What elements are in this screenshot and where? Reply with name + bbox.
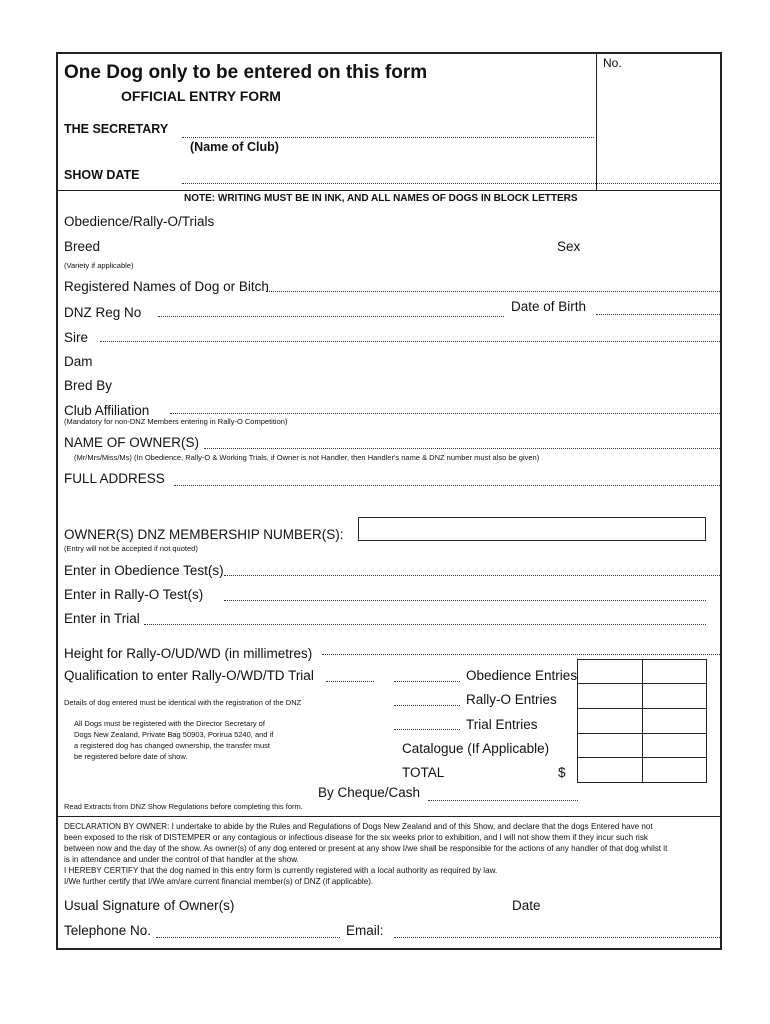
trial-entries-label: Trial Entries <box>466 717 538 732</box>
club-name-field[interactable] <box>182 137 594 138</box>
bred-by-label: Bred By <box>64 378 113 393</box>
show-date-field[interactable] <box>182 183 720 184</box>
registered-names-field[interactable] <box>266 291 720 292</box>
date-of-birth-field[interactable] <box>596 314 720 315</box>
declaration-line-2: been exposed to the risk of DISTEMPER or any contagious or infectious disease for the six weeks prior to exhibition, and I will not show them if they incur such risk <box>64 833 648 842</box>
no-box-divider <box>596 52 597 190</box>
fees-grid-row-3 <box>577 733 707 734</box>
registered-names-label: Registered Names of Dog or Bitch <box>64 279 269 294</box>
rally-entries-label: Rally-O Entries <box>466 692 557 707</box>
full-address-label: FULL ADDRESS <box>64 471 165 486</box>
email-field[interactable] <box>394 937 720 938</box>
rally-tests-field[interactable] <box>224 600 706 601</box>
dnz-reg-no-field[interactable] <box>158 316 504 317</box>
rally-count-field[interactable] <box>394 705 460 706</box>
variety-hint: (Variety if applicable) <box>64 261 134 270</box>
telephone-field[interactable] <box>156 937 340 938</box>
currency-symbol: $ <box>558 765 566 780</box>
catalogue-label: Catalogue (If Applicable) <box>402 741 550 756</box>
height-field[interactable] <box>322 654 720 655</box>
total-label: TOTAL <box>402 765 445 780</box>
usual-signature-label: Usual Signature of Owner(s) <box>64 898 235 913</box>
declaration-line-5: I HEREBY CERTIFY that the dog named in this entry form is currently registered with a local authority as required by law. <box>64 866 498 875</box>
registration-note-1: All Dogs must be registered with the Director Secretary of <box>74 719 265 728</box>
obedience-count-field[interactable] <box>394 681 460 682</box>
telephone-label: Telephone No. <box>64 923 152 938</box>
fees-grid-row-4 <box>577 757 707 758</box>
owner-hint: (Mr/Mrs/Miss/Ms) (In Obedience, Rally-O & Working Trials, if Owner is not Handler, then Handler's name & DNZ number must also be given) <box>74 453 540 462</box>
qualification-field[interactable] <box>326 681 374 682</box>
obedience-rally-trials-label: Obedience/Rally-O/Trials <box>64 214 215 229</box>
obedience-tests-label: Enter in Obedience Test(s) <box>64 563 224 578</box>
form-subtitle: OFFICIAL ENTRY FORM <box>121 88 281 104</box>
declaration-line-1: DECLARATION BY OWNER: I undertake to abide by the Rules and Regulations of Dogs New Zealand and of this Show, and declare that the dogs Entered have not <box>64 822 653 831</box>
trial-field[interactable] <box>144 624 706 625</box>
ink-note: NOTE: WRITING MUST BE IN INK, AND ALL NAMES OF DOGS IN BLOCK LETTERS <box>184 193 578 204</box>
fees-grid-row-2 <box>577 708 707 709</box>
date-of-birth-label: Date of Birth <box>511 299 587 314</box>
sire-field[interactable] <box>100 341 720 342</box>
email-label: Email: <box>346 923 384 938</box>
club-affiliation-label: Club Affiliation <box>64 403 150 418</box>
details-identical-note: Details of dog entered must be identical with the registration of the DNZ <box>64 698 302 707</box>
club-affiliation-hint: (Mandatory for non-DNZ Members entering in Rally-O Competition) <box>64 417 288 426</box>
owner-name-field[interactable] <box>204 448 720 449</box>
declaration-line-3: between now and the day of the show. As owner(s) of any dog entered or present at any show I/we shall be responsible for the actions of any handler of that dog whilst it <box>64 844 668 853</box>
declaration-divider <box>56 816 722 817</box>
declaration-line-6: I/We further certify that I/We am/are current financial member(s) of DNZ (if applicable). <box>64 877 374 886</box>
obedience-entries-label: Obedience Entries <box>466 668 578 683</box>
fees-grid-col <box>642 659 643 783</box>
club-name-hint: (Name of Club) <box>190 140 279 154</box>
membership-number-box[interactable] <box>358 517 706 541</box>
declaration-line-4: is in attendance and under the control of that handler at the show. <box>64 855 299 864</box>
membership-hint: (Entry will not be accepted if not quoted) <box>64 544 198 553</box>
obedience-tests-field[interactable] <box>224 575 720 576</box>
no-label: No. <box>603 56 622 70</box>
fees-grid-row-1 <box>577 683 707 684</box>
address-field[interactable] <box>174 485 720 486</box>
dnz-reg-no-label: DNZ Reg No <box>64 305 142 320</box>
qualification-label: Qualification to enter Rally-O/WD/TD Trial <box>64 668 314 683</box>
read-extracts-note: Read Extracts from DNZ Show Regulations before completing this form. <box>64 802 303 811</box>
header-divider <box>56 190 722 191</box>
secretary-label: THE SECRETARY <box>64 122 169 136</box>
name-of-owner-label: NAME OF OWNER(S) <box>64 435 199 450</box>
breed-label: Breed <box>64 239 101 254</box>
trial-count-field[interactable] <box>394 729 460 730</box>
show-date-label: SHOW DATE <box>64 168 140 182</box>
registration-note-4: be registered before date of show. <box>74 752 188 761</box>
payment-label: By Cheque/Cash <box>318 785 421 800</box>
form-title: One Dog only to be entered on this form <box>64 62 428 83</box>
membership-number-label: OWNER(S) DNZ MEMBERSHIP NUMBER(S): <box>64 527 344 542</box>
registration-note-3: a registered dog has changed ownership, the transfer must <box>74 741 270 750</box>
sire-label: Sire <box>64 330 89 345</box>
dam-label: Dam <box>64 354 93 369</box>
trial-label: Enter in Trial <box>64 611 140 626</box>
payment-field[interactable] <box>428 800 578 801</box>
height-label: Height for Rally-O/UD/WD (in millimetres) <box>64 646 313 661</box>
registration-note-2: Dogs New Zealand, Private Bag 50903, Porirua 5240, and if <box>74 730 274 739</box>
club-affiliation-field[interactable] <box>170 413 720 414</box>
date-label: Date <box>512 898 541 913</box>
sex-label: Sex <box>557 239 581 254</box>
rally-tests-label: Enter in Rally-O Test(s) <box>64 587 204 602</box>
